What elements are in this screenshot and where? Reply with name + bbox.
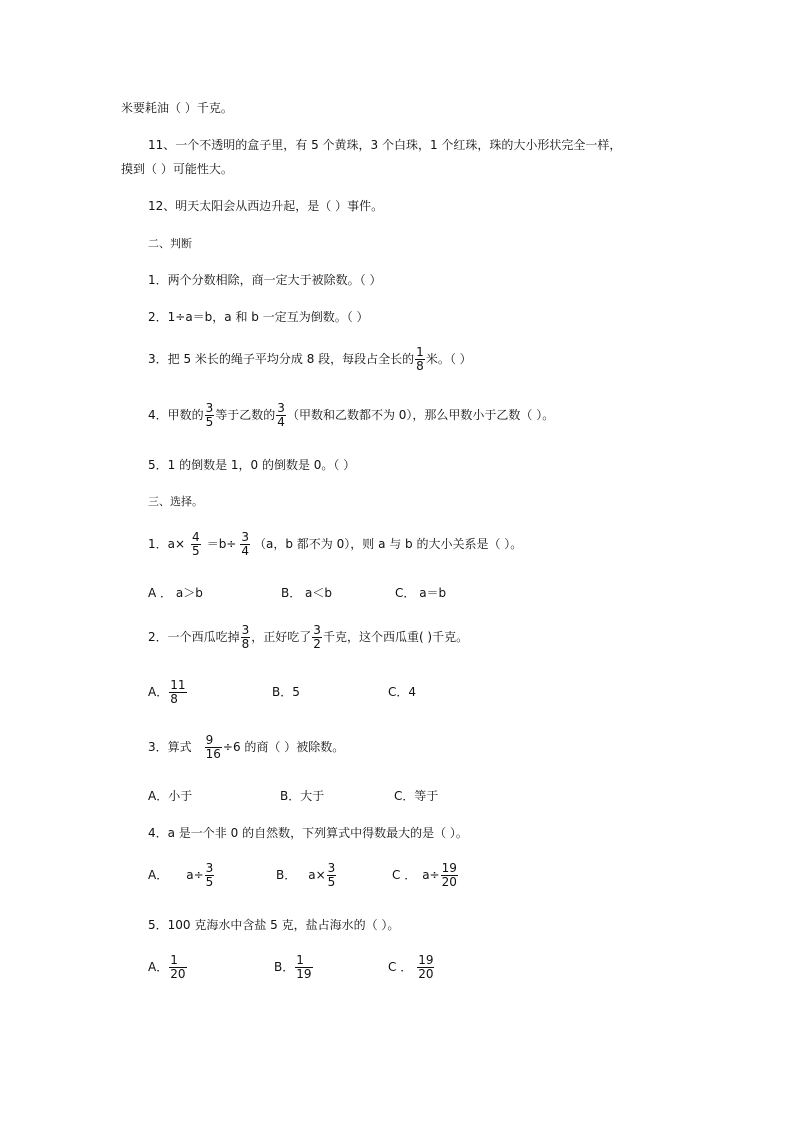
option-c[interactable]: C．等于 <box>394 788 439 803</box>
fraction: $\frac{19}{20}$ <box>418 953 434 981</box>
choice-5-options <box>148 954 435 980</box>
fraction: $\frac{11}{8}$ <box>170 678 186 706</box>
judge-question-1: 1．两个分数相除，商一定大于被除数。（ ） <box>148 272 382 287</box>
option-a[interactable]: A．小于 <box>148 788 193 803</box>
choice-4-options <box>148 862 459 888</box>
option-b[interactable]: B．大于 <box>280 788 325 803</box>
option-b[interactable]: B． $\frac{1}{19}$ <box>274 953 312 981</box>
fraction: $\frac{3}{5}$ <box>205 401 214 429</box>
option-a[interactable]: A ． a＞b <box>148 585 203 600</box>
fraction: $\frac{3}{4}$ <box>241 530 250 558</box>
judge-question-2: 2．1÷a＝b，a 和 b 一定互为倒数。（ ） <box>148 309 369 324</box>
choice-1-options <box>148 586 446 599</box>
option-c[interactable]: C．4 <box>388 685 417 700</box>
fraction: $\frac{1}{19}$ <box>296 953 312 981</box>
fraction: $\frac{9}{16}$ <box>205 733 221 761</box>
question-11-line-1: 11、一个不透明的盒子里，有 5 个黄珠，3 个白珠，1 个红珠，珠的大小形状完全一样， <box>148 137 622 152</box>
question-12: 12、明天太阳会从西边升起，是（ ）事件。 <box>148 198 384 213</box>
choice-3-options <box>148 789 438 802</box>
option-c[interactable]: C ． a÷ $\frac{19}{20}$ <box>392 861 457 889</box>
fraction: $\frac{3}{8}$ <box>241 623 250 651</box>
fraction: $\frac{3}{2}$ <box>313 623 321 651</box>
section-3-heading: 三、选择。 <box>148 494 203 508</box>
line-fill-continuation: 米要耗油（ ）千克。 <box>121 100 233 115</box>
option-a[interactable]: A． a÷ $\frac{3}{5}$ <box>148 861 214 889</box>
judge-question-3: 3．把 5 米长的绳子平均分成 8 段，每段占全长的 $\frac{1}{8}$ 米。（ ） <box>148 345 472 373</box>
choice-question-4: 4．a 是一个非 0 的自然数，下列算式中得数最大的是（ ）。 <box>148 825 468 840</box>
option-b[interactable]: B． a＜b <box>281 585 333 600</box>
fraction: $\frac{3}{5}$ <box>327 861 336 889</box>
option-b[interactable]: B． a× $\frac{3}{5}$ <box>276 861 336 889</box>
option-a[interactable]: A． $\frac{11}{8}$ <box>148 678 186 706</box>
judge-question-5: 5．1 的倒数是 1，0 的倒数是 0。（ ） <box>148 457 356 472</box>
fraction: $\frac{4}{5}$ <box>192 530 200 558</box>
fraction: $\frac{1}{20}$ <box>170 953 186 981</box>
option-a[interactable]: A． $\frac{1}{20}$ <box>148 953 186 981</box>
fraction: $\frac{3}{5}$ <box>205 861 214 889</box>
fraction: $\frac{1}{8}$ <box>416 345 424 373</box>
fraction: $\frac{3}{4}$ <box>277 401 285 429</box>
option-b[interactable]: B．5 <box>272 685 300 700</box>
option-c[interactable]: C． a＝b <box>395 585 447 600</box>
section-2-heading: 二、判断 <box>148 236 192 250</box>
judge-question-4: 4．甲数的 $\frac{3}{5}$ 等于乙数的 $\frac{3}{4}$ （甲数和乙数都不为 0），那么甲数小于乙数（ ）。 <box>148 401 555 429</box>
choice-question-3: 3．算式 $\frac{9}{16}$ ÷6 的商（ ）被除数。 <box>148 733 345 761</box>
choice-question-2: 2．一个西瓜吃掉 $\frac{3}{8}$ ，正好吃了 $\frac{3}{2}$ 千克，这个西瓜重( )千克。 <box>148 623 469 651</box>
question-11-line-2: 摸到（ ）可能性大。 <box>121 161 233 176</box>
choice-question-1: 1．a× $\frac{4}{5}$ ＝b÷ $\frac{3}{4}$ （a，b 都不为 0），则 a 与 b 的大小关系是（ ）。 <box>148 530 523 558</box>
choice-question-5: 5．100 克海水中含盐 5 克，盐占海水的（ ）。 <box>148 917 400 932</box>
choice-2-options <box>148 679 416 705</box>
fraction: $\frac{19}{20}$ <box>441 861 457 889</box>
option-c[interactable]: C ． $\frac{19}{20}$ <box>388 953 434 981</box>
